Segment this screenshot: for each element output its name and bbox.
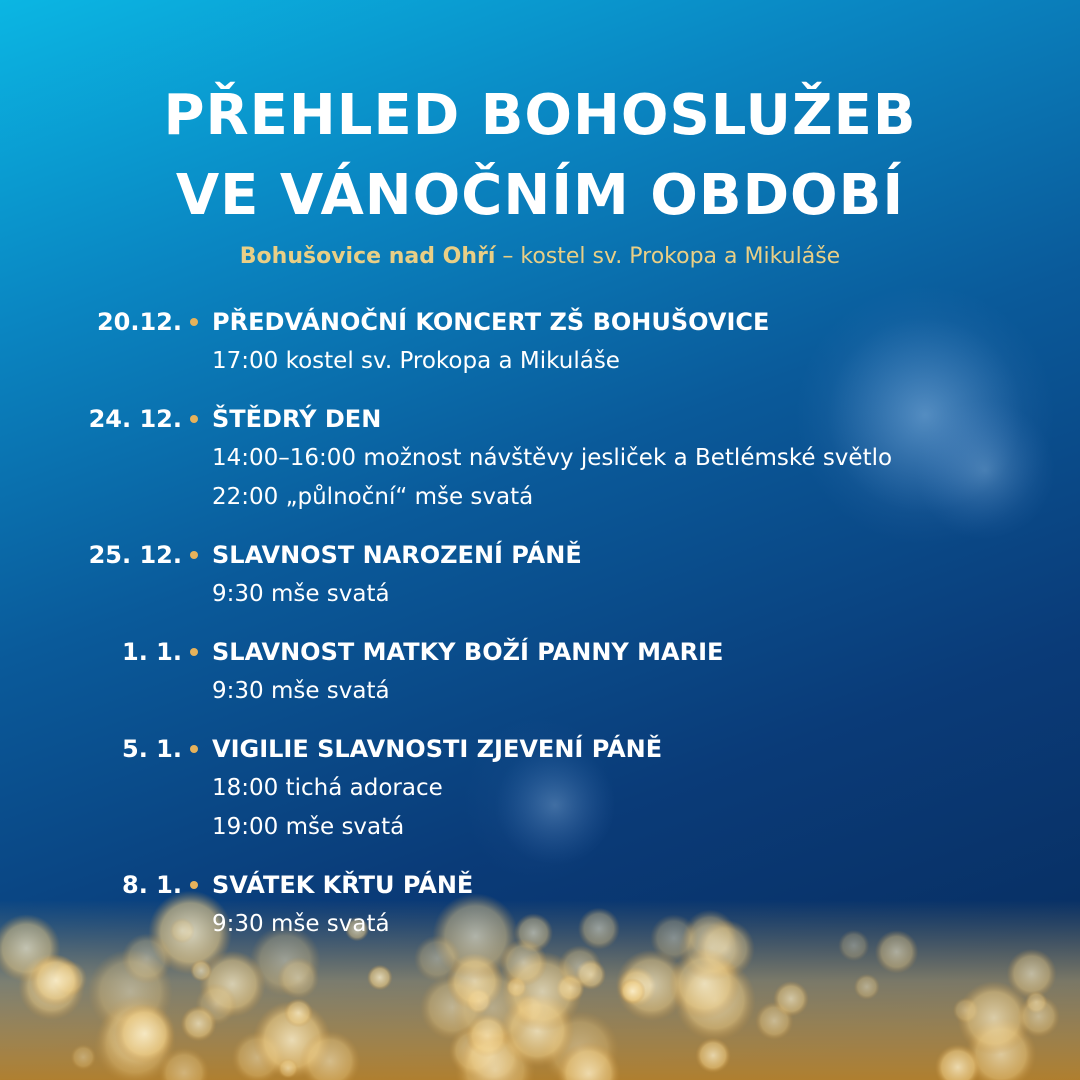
bokeh-light (181, 1006, 217, 1042)
event-detail-line: 17:00 kostel sv. Prokopa a Mikuláše (212, 348, 620, 374)
event-details (0, 905, 1080, 944)
bullet-dot-icon (190, 648, 198, 656)
bokeh-light (620, 978, 646, 1004)
event-detail-line: 9:30 mše svatá (212, 581, 390, 607)
event-title: VIGILIE SLAVNOSTI ZJEVENÍ PÁNĚ (212, 735, 663, 763)
event-header (0, 535, 1080, 575)
event-details (0, 575, 1080, 614)
bokeh-light (278, 1058, 298, 1078)
event-details (0, 342, 1080, 381)
header (0, 76, 1080, 272)
event-detail-line: 9:30 mše svatá (212, 678, 390, 704)
bokeh-light (773, 981, 809, 1017)
event-detail-line: 18:00 tichá adorace (212, 775, 443, 801)
event-item (0, 865, 1080, 944)
event-header (0, 632, 1080, 672)
bokeh-light (71, 1044, 97, 1070)
event-header (0, 865, 1080, 905)
bullet-dot-icon (190, 415, 198, 423)
event-title: SLAVNOST NAROZENÍ PÁNĚ (212, 541, 582, 569)
bullet-dot-icon (190, 318, 198, 326)
event-date: 20.12. (96, 308, 182, 336)
bokeh-light (695, 1038, 731, 1074)
subtitle-place: Bohušovice nad Ohří (239, 244, 496, 269)
title-line-1: PŘEHLED BOHOSLUŽEB (163, 83, 917, 148)
page-title (0, 76, 1080, 236)
event-item (0, 632, 1080, 711)
event-header (0, 302, 1080, 342)
event-list (0, 302, 1080, 962)
bokeh-light (30, 955, 82, 1007)
bokeh-light (1017, 995, 1060, 1038)
bokeh-light (115, 1004, 175, 1064)
bullet-dot-icon (190, 881, 198, 889)
event-date: 8. 1. (122, 871, 182, 899)
event-header (0, 399, 1080, 439)
event-item (0, 729, 1080, 847)
subtitle-location: – kostel sv. Prokopa a Mikuláše (495, 244, 841, 269)
event-date: 1. 1. (122, 638, 182, 666)
event-details (0, 672, 1080, 711)
event-detail-line: 22:00 „půlnoční“ mše svatá (212, 484, 534, 510)
subtitle (0, 242, 1080, 272)
bullet-dot-icon (190, 551, 198, 559)
event-date: 5. 1. (122, 735, 182, 763)
bokeh-light (277, 957, 319, 999)
event-title: SLAVNOST MATKY BOŽÍ PANNY MARIE (212, 638, 724, 666)
event-detail-line: 19:00 mše svatá (212, 814, 405, 840)
event-details (0, 439, 1080, 517)
event-details (0, 769, 1080, 847)
event-item (0, 535, 1080, 614)
event-header (0, 729, 1080, 769)
event-title: ŠTĚDRÝ DEN (212, 405, 382, 433)
bokeh-light (284, 998, 313, 1027)
event-detail-line: 9:30 mše svatá (212, 911, 390, 937)
bokeh-light (190, 960, 212, 982)
event-item (0, 302, 1080, 381)
title-line-2: VE VÁNOČNÍM OBDOBÍ (175, 163, 905, 228)
event-item (0, 399, 1080, 517)
bokeh-light (854, 974, 880, 1000)
bullet-dot-icon (190, 745, 198, 753)
bokeh-light (452, 967, 533, 1048)
event-title: SVÁTEK KŘTU PÁNĚ (212, 871, 474, 899)
bokeh-light (367, 965, 392, 990)
event-detail-line: 14:00–16:00 možnost návštěvy jesliček a Betlémské světlo (212, 445, 893, 471)
event-date: 25. 12. (88, 541, 182, 569)
event-date: 24. 12. (88, 405, 182, 433)
event-title: PŘEDVÁNOČNÍ KONCERT ZŠ BOHUŠOVICE (212, 308, 770, 336)
